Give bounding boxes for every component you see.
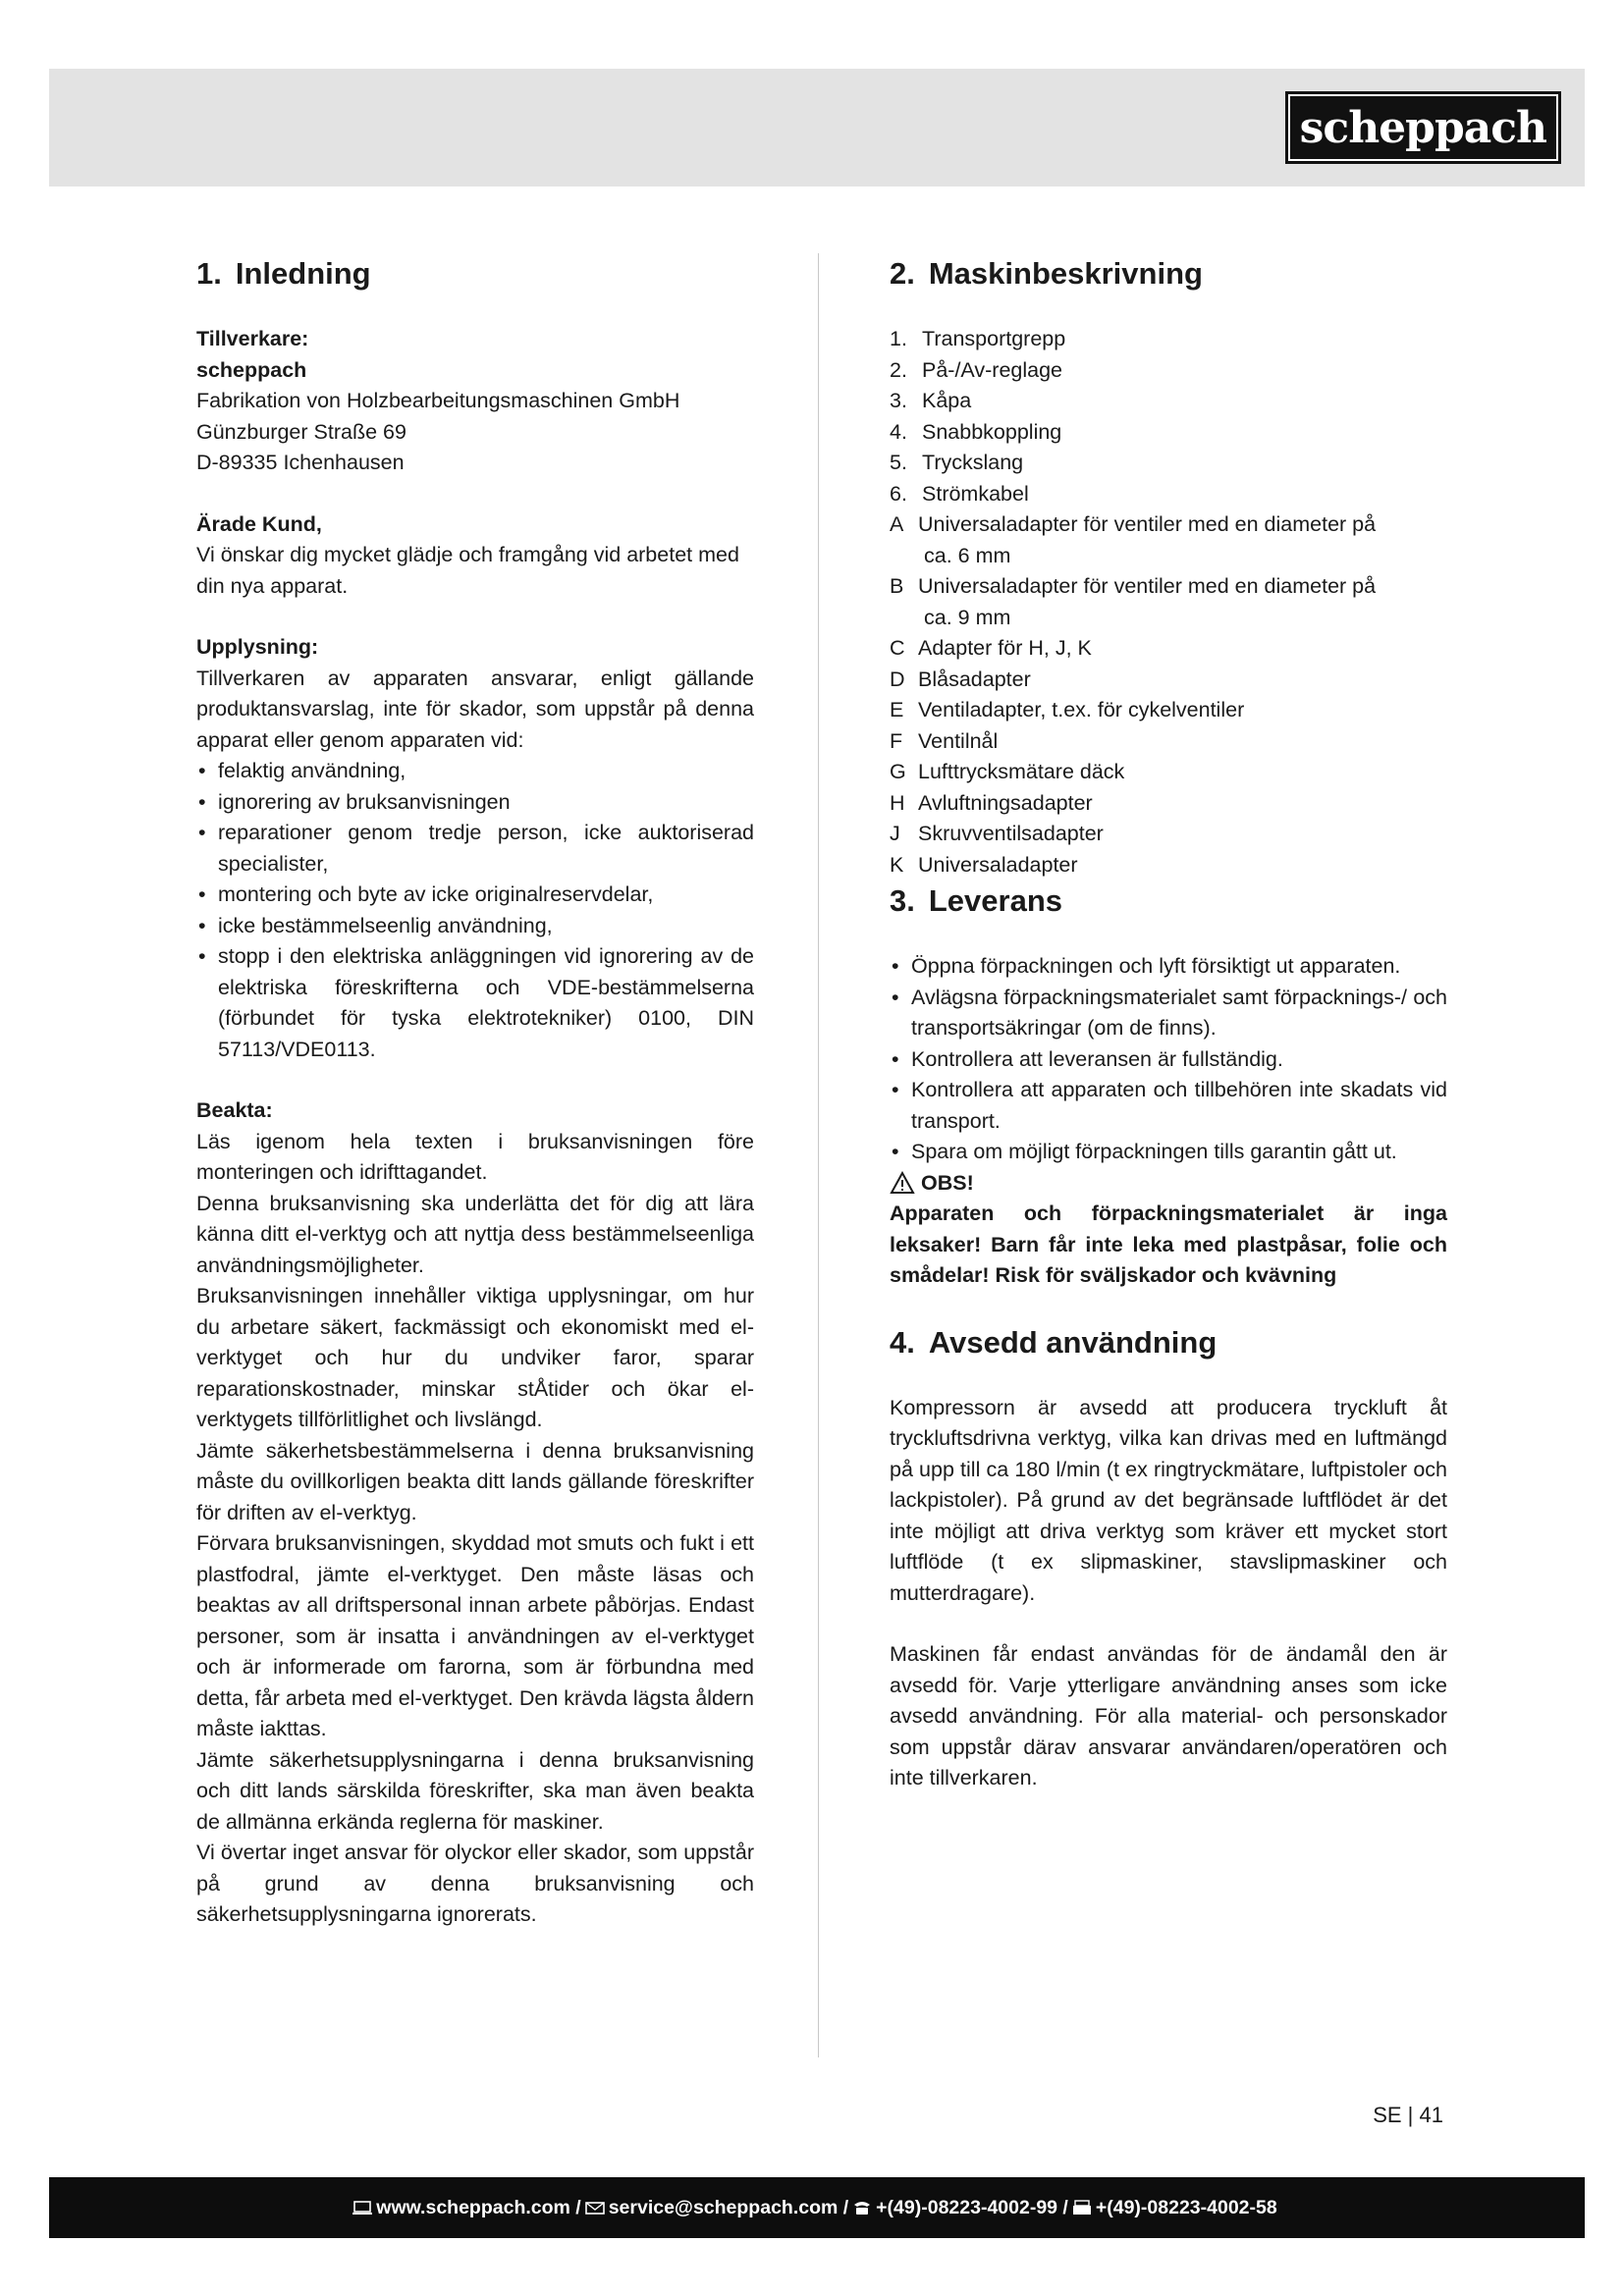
warning-title: OBS! xyxy=(890,1168,1447,1200)
list-item: • felaktig användning, xyxy=(196,756,754,787)
phone-icon xyxy=(852,2200,872,2216)
list-item: • montering och byte av icke originalreservdelar, xyxy=(196,880,754,911)
scheppach-logo xyxy=(1285,91,1561,164)
list-item: G Lufttrycksmätare däck xyxy=(890,760,1125,783)
list-item: D Blåsadapter xyxy=(890,667,1031,691)
list-item: 5. Tryckslang xyxy=(890,451,1024,474)
list-item: K Universaladapter xyxy=(890,852,1078,877)
mail-icon xyxy=(585,2200,605,2216)
warning-block xyxy=(890,1168,1447,1292)
list-item: • stopp i den elektriska anläggningen vid ignorering av de elektriska föreskrifterna och VDE-bestämmelserna (förbundet för tyska elektrotekniker) 0100, DIN 57113/VDE0113. xyxy=(196,941,754,1065)
list-item: 4. Snabbkoppling xyxy=(890,419,1062,444)
footer-band xyxy=(49,2177,1585,2238)
info-intro: Tillverkaren av apparaten ansvarar, enligt gällande produktansvarslag, inte för skador, som uppstår på denna apparat eller genom apparaten vid: xyxy=(196,666,754,752)
list-item: • Kontrollera att apparaten och tillbehören inte skadats vid transport. xyxy=(890,1075,1447,1137)
list-item: A Universaladapter för ventiler med en diameter på ca. 6 mm xyxy=(890,512,1377,567)
manufacturer-brand: scheppach xyxy=(196,357,307,382)
right-column xyxy=(890,253,1447,1794)
list-item: B Universaladapter för ventiler med en diameter på ca. 9 mm xyxy=(890,574,1377,629)
logo-text: scheppach xyxy=(1299,102,1546,153)
list-item: • ignorering av bruksanvisningen xyxy=(196,787,754,819)
parts-numbered-list xyxy=(890,324,1447,509)
list-item: • icke bestämmelseenlig användning, xyxy=(196,911,754,942)
warning-triangle-icon xyxy=(890,1171,915,1195)
info-block xyxy=(196,632,754,1065)
note-paragraph: Denna bruksanvisning ska underlätta det för dig att lära känna ditt el-verktyg och att nyttja dess bestämmelseenliga användningsmöjligheter. xyxy=(196,1191,754,1277)
manufacturer-block xyxy=(196,324,754,479)
list-item: • reparationer genom tredje person, icke auktoriserad specialister, xyxy=(196,818,754,880)
list-item: 6. Strömkabel xyxy=(890,481,1029,506)
section-3-heading: 3. Leverans xyxy=(890,883,1062,918)
page-number: SE | 41 xyxy=(1373,2103,1443,2127)
note-paragraph: Förvara bruksanvisningen, skyddad mot smuts och fukt i ett plastfodral, jämte el-verktyget. Den måste läsas och beaktas av all driftspersonal innan arbete påbörjas. Endast personer, som är insatta i användningen av el-verktyget och är informerade om farorna, som är förbundna med detta, får arbeta med el-verktyget. Den krävda lägsta åldern måste iakttas. xyxy=(196,1531,754,1740)
customer-text: Vi önskar dig mycket glädje och framgång vid arbetet med din nya apparat. xyxy=(196,543,739,598)
fax-icon xyxy=(1072,2200,1092,2216)
list-item: E Ventiladapter, t.ex. för cykelventiler xyxy=(890,698,1245,721)
list-item: H Avluftningsadapter xyxy=(890,790,1093,815)
left-column xyxy=(196,253,754,1961)
customer-block xyxy=(196,509,754,603)
warning-text: Apparaten och förpackningsmaterialet är inga leksaker! Barn får inte leka med plastpåsar, folie och smådelar! Risk för sväljskador och kvävning xyxy=(890,1201,1447,1287)
note-paragraph: Läs igenom hela texten i bruksanvisningen före monteringen och idrifttagandet. xyxy=(196,1129,754,1184)
note-block xyxy=(196,1095,754,1931)
delivery-bullet-list xyxy=(890,951,1447,1168)
section-1-heading: 1. Inledning xyxy=(196,256,371,291)
accessories-lettered-list xyxy=(890,509,1447,881)
usage-paragraph: Maskinen får endast användas för de ändamål den är avsedd för. Varje ytterligare användning anses som icke avsedd användning. För alla material- och personskador som uppstår därav ansvarar användaren/operatören och inte tillverkaren. xyxy=(890,1642,1447,1789)
info-label: Upplysning: xyxy=(196,635,319,659)
footer-email[interactable]: service@scheppach.com / xyxy=(608,2196,849,2218)
manufacturer-line: Fabrikation von Holzbearbeitungsmaschinen GmbH xyxy=(196,389,680,412)
computer-icon xyxy=(352,2200,372,2216)
footer-fax: +(49)-08223-4002-58 xyxy=(1095,2196,1277,2218)
info-bullet-list xyxy=(196,756,754,1065)
note-paragraph: Vi övertar inget ansvar för olyckor eller skador, som uppstår på grund av denna bruksanvisning och säkerhetsupplysningarna ignorerats. xyxy=(196,1841,754,1926)
list-item: 2. På-/Av-reglage xyxy=(890,357,1063,382)
list-item: J Skruvventilsadapter xyxy=(890,822,1104,845)
list-item: • Öppna förpackningen och lyft försiktigt ut apparaten. xyxy=(890,951,1447,983)
list-item: 3. Kåpa xyxy=(890,389,972,412)
note-paragraph: Bruksanvisningen innehåller viktiga upplysningar, om hur du arbetare säkert, fackmässigt och ekonomiskt med el-verktyget och hur du undviker faror, sparar reparationskostnader, minskar stÅtider och ökar el-verktygets tillförlitlighet och livslängd. xyxy=(196,1284,754,1431)
column-divider xyxy=(818,253,819,2057)
customer-label: Ärade Kund, xyxy=(196,511,322,536)
note-paragraph: Jämte säkerhetsbestämmelserna i denna bruksanvisning måste du ovillkorligen beakta ditt lands gällande föreskrifter för driften av el-verktyg. xyxy=(196,1438,754,1524)
section-4-heading: 4. Avsedd användning xyxy=(890,1324,1218,1360)
manufacturer-line: D-89335 Ichenhausen xyxy=(196,451,405,474)
list-item: • Kontrollera att leveransen är fullständig. xyxy=(890,1044,1447,1076)
usage-paragraph: Kompressorn är avsedd att producera tryckluft åt tryckluftsdrivna verktyg, vilka kan drivas med en luftmängd på upp till ca 180 l/min (t ex ringtryckmätare, luftpistoler och lackpistoler). På grund av det begränsade luftflödet är det inte möjligt att driva verktyg som kräver ett mycket stort luftflöde (t ex slipmaskiner, stavslipmaskiner och mutterdragare). xyxy=(890,1395,1447,1605)
list-item: C Adapter för H, J, K xyxy=(890,636,1092,660)
header-band xyxy=(49,69,1585,187)
list-item: • Spara om möjligt förpackningen tills garantin gått ut. xyxy=(890,1137,1447,1168)
footer-phone[interactable]: +(49)-08223-4002-99 / xyxy=(876,2196,1068,2218)
note-label: Beakta: xyxy=(196,1098,273,1122)
list-item: • Avlägsna förpackningsmaterialet samt förpacknings-/ och transportsäkringar (om de finns). xyxy=(890,983,1447,1044)
manufacturer-line: Günzburger Straße 69 xyxy=(196,419,406,444)
footer-website[interactable]: www.scheppach.com / xyxy=(376,2196,581,2218)
note-paragraph: Jämte säkerhetsupplysningarna i denna bruksanvisning och ditt lands särskilda föreskrifter, ska man även beakta de allmänna erkända reglerna för maskiner. xyxy=(196,1747,754,1834)
section-2-heading: 2. Maskinbeskrivning xyxy=(890,256,1203,291)
list-item: 1. Transportgrepp xyxy=(890,327,1066,350)
list-item: F Ventilnål xyxy=(890,728,999,753)
manufacturer-label: Tillverkare: xyxy=(196,327,309,350)
